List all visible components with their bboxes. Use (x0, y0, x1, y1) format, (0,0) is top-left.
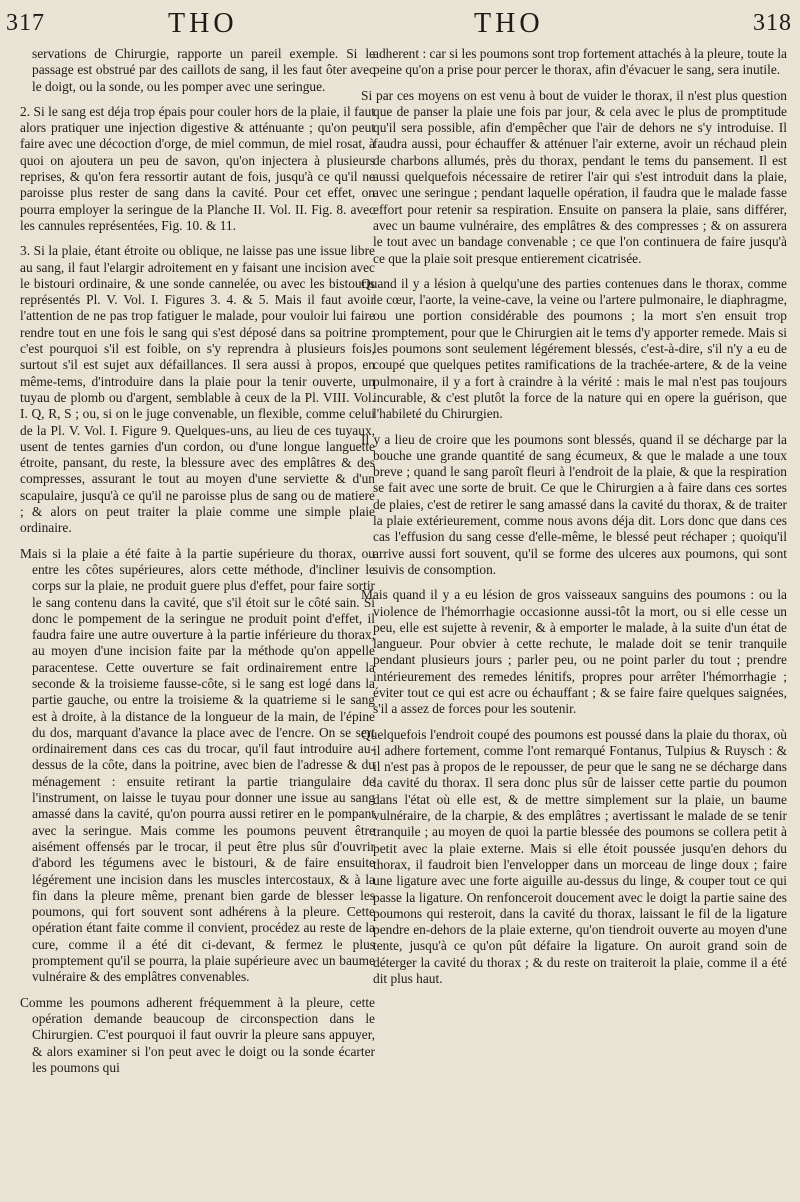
paragraph: 3. Si la plaie, étant étroite ou oblique, ne laisse pas une issue libre au sang, il faut l'elargir adroitement en y faisant une incision avec le bistouri ordinaire, & une sonde cannelée, ou avec les bistouris représentés Pl. V. Vol. I. Figures 3. 4. & 5. Mais il faut avoir l'attention de ne pas trop fatiguer le malade, pour vouloir lui faire rendre tout en une fois le sang qui s'est déposé dans sa poitrine : c'est pourquoi s'il est foible, on s'y reprendra à plusieurs fois, surtout s'il est sujet aux défaillances. Il sera aussi à propos, en même-tems, d'introduire dans la plaie pour la tenir ouverte, un tuyau de plomb ou d'argent, semblable à ceux de la Pl. VIII. Vol. I. Q, R, S ; ou, si on le juge convenable, un flexible, comme celui de la Pl. V. Vol. I. Figure 9. Quelques-uns, au lieu de ces tuyaux, usent de tentes garnies d'un cordon, ou d'une longue languette étroite, pansant, du reste, la blessure avec des emplâtres & des compresses, assurant le tout au moyen d'une serviette & d'un scapulaire, jusqu'à ce qu'il ne paroisse plus de sang ou de matiere ; & alors on peut traiter la plaie comme une simple plaie ordinaire. (20, 243, 375, 536)
paragraph: Il y a lieu de croire que les poumons sont blessés, quand il se décharge par la bouche une grande quantité de sang écumeux, & que le malade a une toux breve ; quand le sang paroît fleuri à l'endroit de la plaie, & que la respiration se fait avec une sorte de bruit. Ce que le Chirurgien a à faire dans ces sortes de plaies, c'est de retirer le sang amassé dans la cavité du thorax, & de traiter la plaie extérieurement, comme nous avons déja dit. Lors donc que dans ces cas l'effusion du sang cesse d'elle-même, le blessé peut réchaper ; quoiqu'il arrive aussi fort souvent, qu'il se forme des ulceres aux poumons, qui sont suivis de consomption. (361, 431, 787, 577)
running-header (0, 10, 800, 50)
paragraph: servations de Chirurgie, rapporte un pareil exemple. Si le passage est obstrué par des caillots de sang, il les faut ôter avec le doigt, ou la sonde, ou les pomper avec une seringue. (32, 46, 375, 94)
paragraph: Quand il y a lésion à quelqu'une des parties contenues dans le thorax, comme le cœur, l'aorte, la veine-cave, la veine ou l'artere pulmonaire, le diaphragme, ou une portion considérable des poumons ; la mort s'en ensuit trop promptement, pour que le Chirurgien ait le tems d'y apporter remede. Mais si les poumons sont seulement légérement blessés, c'est-à-dire, s'il n'y a eu de coupé que quelques petites ramifications de la trachée-artere, & de la veine pulmonaire, il y a fort à craindre à la vérité : mais le mal n'est pas toujours incurable, & c'est plutôt la force de la nature qui en opere la guérison, que l'habileté du Chirurgien. (361, 275, 787, 422)
paragraph: adherent : car si les poumons sont trop fortement attachés à la pleure, toute la peine qu'on a prise pour percer le thorax, afin d'évacuer le sang, sera inutile. (373, 46, 787, 78)
paragraph: Mais si la plaie a été faite à la partie supérieure du thorax, ou entre les côtes supérieures, alors cette méthode, d'incliner le corps sur la plaie, ne produit guere plus d'effet, pour faire sortir le sang contenu dans la cavité, que s'il étoit sur le côté sain. Si donc le pompement de la seringue ne produit point d'effet, il faudra faire une autre ouverture à la partie inférieure du thorax, au moyen d'une incision faite par la méthode qu'on appelle paracentese. Cette ouverture se fait ordinairement entre la seconde & la troisieme fausse-côte, si le sang est logé dans la partie gauche, ou entre la troisieme & la quatrieme si le sang est à droite, à la distance de la longueur de la main, de l'épine du dos, marquant d'avance la place avec de l'encre. On se sert ordinairement dans ces cas du trocar, qu'il faut introduire au-dessus de la côte, dans la poitrine, avec bien de l'adresse & du ménagement : ensuite retirant la partie triangulaire de l'instrument, on laisse le tuyau pour donner une issue au sang amassé dans la cavité, qu'on pourra aussi retirer en le pompant avec la seringue. Mais comme les poumons peuvent être aisément offensés par le trocar, il peut être plus sûr d'ouvrir d'abord les tégumens avec le bistouri, & de faire ensuite légérement une incision dans les muscles intercostaux, & à la fin dans la pleure même, prenant bien garde de blesser les poumons, qui fort souvent sont adhérens à la pleure. Cette opération étant faite comme il convient, procédez au reste de la cure, comme il a été dit ci-devant, & fermez le plus promptement qu'il se pourra, la plaie supérieure avec un baume vulnéraire & des emplâtres convenables. (20, 545, 375, 985)
right-column (361, 46, 787, 996)
paragraph: Quelquefois l'endroit coupé des poumons est poussé dans la plaie du thorax, où il adhere fortement, comme l'ont remarqué Fontanus, Tulpius & Ruysch : & il n'est pas à propos de le repousser, de peur que le sang ne se décharge dans la cavité du thorax. Il sera donc plus sûr de laisser cette partie du poumon dans l'état où elle est, & de mettre simplement sur la plaie, un baume vulnéraire, de la charpie, & des emplâtres ; avertissant le malade de se tenir tranquile ; au moyen de quoi la partie blessée des poumons se collera petit à petit avec la plaie externe. Mais si elle étoit poussée jusqu'en dehors du thorax, il faudroit bien l'envelopper dans un morceau de linge doux ; faire une ligature avec une forte aiguille au-dessus du linge, & couper tout ce qui passe la ligature. On renfonceroit doucement avec le doigt la partie saine des poumons qui resteroit, dans la cavité du thorax, laissant le fil de la ligature pendre en-dehors de la plaie externe, qu'on tiendroit ouverte au moyen d'une tente, jusqu'à ce qu'on pût défaire la ligature. On auroit grand soin de déterger la cavité du thorax ; & du reste on traiteroit la plaie, comme il a été dit plus haut. (361, 726, 787, 987)
paragraph: Comme les poumons adherent fréquemment à la pleure, cette opération demande beaucoup de circonspection dans le Chirurgien. C'est pourquoi il faut ouvrir la pleure sans appuyer, & alors examiner si l'on peut avec le doigt ou la sonde écarter les poumons qui (20, 994, 375, 1075)
paragraph: Si par ces moyens on est venu à bout de vuider le thorax, il n'est plus question que de panser la plaie une fois par jour, & cela avec le plus de promptitude qu'il sera possible, afin d'empêcher que l'air de dehors ne s'y introduise. Il faudra aussi, pour échauffer & atténuer l'air externe, avoir un réchaud plein de charbons allumés, près du thorax, pendant le tems du pansement. Il est aussi quelquefois nécessaire de retirer l'air qui s'est introduit dans la plaie, avec une seringue ; pendant laquelle opération, il faudra que le malade fasse effort pour retenir sa respiration. Ensuite on pansera la plaie, sans différer, avec un baume vulnéraire, des emplâtres & des compresses ; & on assurera le tout avec un bandage convenable ; ce que l'on continuera de faire jusqu'à ce que la plaie soit presque entierement cicatrisée. (361, 87, 787, 266)
running-title-right: THO (474, 8, 544, 39)
page-number-right: 318 (753, 10, 792, 36)
running-title-left: THO (168, 8, 238, 39)
page-number-left: 317 (6, 10, 45, 36)
paragraph: Mais quand il y a eu lésion de gros vaisseaux sanguins des poumons : ou la violence de l'hémorrhagie occasionne aussi-tôt la mort, ou si elle cesse un peu, elle est sujette à revenir, & à emporter le malade, à la suite d'un état de langueur. Pour obvier à cette rechute, le malade doit se tenir tranquile pendant plusieurs jours ; parler peu, ou ne point parler du tout ; prendre intérieurement des remedes lénitifs, propres pour arrêter l'hémorrhagie ; éviter tout ce qui est acre ou échauffant ; & se faire faire quelques saignées, s'il a assez de forces pour les soutenir. (361, 587, 787, 717)
paragraph: 2. Si le sang est déja trop épais pour couler hors de la plaie, il faut alors pratiquer une injection digestive & atténuante ; qu'on peut faire avec une décoction d'orge, de miel commun, de miel rosat, à quoi on ajoutera un peu de savon, qu'on injectera à plusieurs reprises, & qu'on fera ressortir autant de fois, jusqu'à ce qu'il ne paroisse plus rester de sang dans la cavité. Pour cet effet, on pourra employer la seringue de la Planche II. Vol. II. Fig. 8. avec les cannules représentées, Fig. 10. & 11. (20, 103, 375, 233)
left-column (20, 46, 375, 1085)
